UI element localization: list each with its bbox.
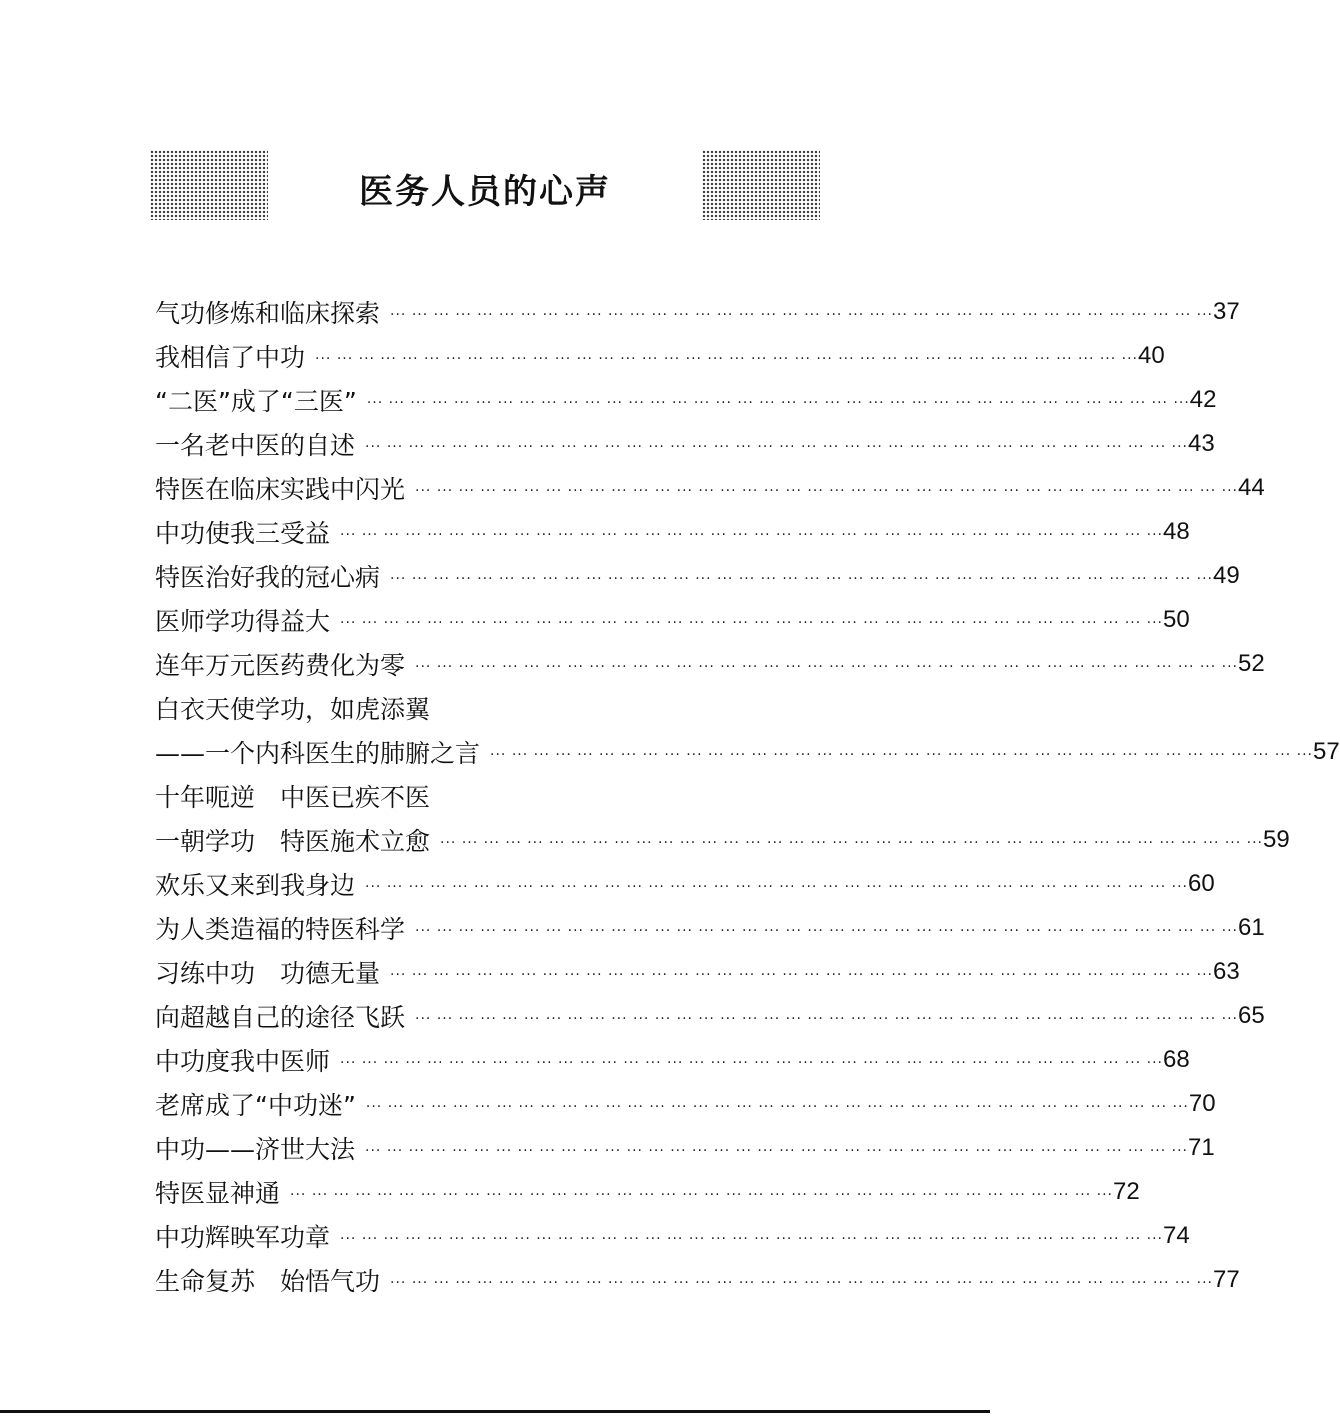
toc-leader-dots: ··· ··· ··· ··· ··· ··· ··· ··· ··· ··· ··· ··· ··· ··· ··· ··· ··· ··· ··· ··· ··· ··· ··· ··· ··· ··· ··· ··· ··· ··· ··· ··· ··· ··· ··· ··· ··· ··· <box>415 923 1238 939</box>
toc-leader-dots: ··· ··· ··· ··· ··· ··· ··· ··· ··· ··· ··· ··· ··· ··· ··· ··· ··· ··· ··· ··· ··· ··· ··· ··· ··· ··· ··· ··· ··· ··· ··· ··· ··· ··· ··· ··· ··· ··· <box>365 1143 1188 1159</box>
toc-entry-title: 生命复苏 始悟气功 <box>155 1267 381 1296</box>
toc-entry-title: 白衣天使学功，如虎添翼 <box>155 695 431 724</box>
toc-entry <box>155 686 835 730</box>
toc-entry <box>155 290 1240 334</box>
bottom-rule <box>0 1410 990 1413</box>
toc-entry-title: “二医”成了“三医” <box>155 387 357 416</box>
toc-page-number: 49 <box>1213 562 1240 589</box>
toc-entry <box>155 510 1190 554</box>
toc-entry <box>155 906 1265 950</box>
toc-entry-title: ——一个内科医生的肺腑之言 <box>155 739 481 768</box>
toc-page-number: 72 <box>1113 1178 1140 1205</box>
toc-entry <box>155 862 1215 906</box>
toc-page-number: 44 <box>1238 474 1265 501</box>
toc-page-number: 71 <box>1188 1134 1215 1161</box>
toc-entry <box>155 334 1165 378</box>
toc-leader-dots: ··· ··· ··· ··· ··· ··· ··· ··· ··· ··· ··· ··· ··· ··· ··· ··· ··· ··· ··· ··· ··· ··· ··· ··· ··· ··· ··· ··· ··· ··· ··· ··· ··· ··· ··· ··· ··· ··· <box>315 351 1138 367</box>
toc-leader-dots: ··· ··· ··· ··· ··· ··· ··· ··· ··· ··· ··· ··· ··· ··· ··· ··· ··· ··· ··· ··· ··· ··· ··· ··· ··· ··· ··· ··· ··· ··· ··· ··· ··· ··· ··· ··· ··· ··· <box>415 659 1238 675</box>
toc-leader-dots: ··· ··· ··· ··· ··· ··· ··· ··· ··· ··· ··· ··· ··· ··· ··· ··· ··· ··· ··· ··· ··· ··· ··· ··· ··· ··· ··· ··· ··· ··· ··· ··· ··· ··· ··· ··· ··· ··· <box>340 1231 1163 1247</box>
toc-leader-dots: ··· ··· ··· ··· ··· ··· ··· ··· ··· ··· ··· ··· ··· ··· ··· ··· ··· ··· ··· ··· ··· ··· ··· ··· ··· ··· ··· ··· ··· ··· ··· ··· ··· ··· ··· ··· ··· ··· <box>340 1055 1163 1071</box>
toc-leader-dots: ··· ··· ··· ··· ··· ··· ··· ··· ··· ··· ··· ··· ··· ··· ··· ··· ··· ··· ··· ··· ··· ··· ··· ··· ··· ··· ··· ··· ··· ··· ··· ··· ··· ··· ··· ··· ··· ··· <box>415 483 1238 499</box>
toc-entry-title: 气功修炼和临床探索 <box>155 299 381 328</box>
toc-entry-title: 一名老中医的自述 <box>155 431 356 460</box>
toc-page-number: 37 <box>1213 298 1240 325</box>
toc-page-number: 50 <box>1163 606 1190 633</box>
toc-entry <box>155 1258 1240 1302</box>
toc-page-number: 52 <box>1238 650 1265 677</box>
toc-page-number: 60 <box>1188 870 1215 897</box>
toc-leader-dots: ··· ··· ··· ··· ··· ··· ··· ··· ··· ··· ··· ··· ··· ··· ··· ··· ··· ··· ··· ··· ··· ··· ··· ··· ··· ··· ··· ··· ··· ··· ··· ··· ··· ··· ··· ··· ··· ··· <box>290 1187 1113 1203</box>
toc-leader-dots: ··· ··· ··· ··· ··· ··· ··· ··· ··· ··· ··· ··· ··· ··· ··· ··· ··· ··· ··· ··· ··· ··· ··· ··· ··· ··· ··· ··· ··· ··· ··· ··· ··· ··· ··· ··· ··· ··· <box>365 879 1188 895</box>
toc-entry-title: 中功使我三受益 <box>155 519 331 548</box>
toc-entry-title: 中功——济世大法 <box>155 1135 356 1164</box>
toc-entry <box>155 1170 1140 1214</box>
toc-page-number: 48 <box>1163 518 1190 545</box>
toc-entry-title: 特医显神通 <box>155 1179 281 1208</box>
toc-entry-title: 一朝学功 特医施术立愈 <box>155 827 431 856</box>
toc-entry <box>155 642 1265 686</box>
toc-page-number: 65 <box>1238 1002 1265 1029</box>
toc-entry <box>155 1038 1190 1082</box>
toc-entry-title: 中功度我中医师 <box>155 1047 331 1076</box>
toc-entry <box>155 1214 1190 1258</box>
toc-leader-dots: ··· ··· ··· ··· ··· ··· ··· ··· ··· ··· ··· ··· ··· ··· ··· ··· ··· ··· ··· ··· ··· ··· ··· ··· ··· ··· ··· ··· ··· ··· ··· ··· ··· ··· ··· ··· ··· ··· <box>390 967 1213 983</box>
toc-leader-dots: ··· ··· ··· ··· ··· ··· ··· ··· ··· ··· ··· ··· ··· ··· ··· ··· ··· ··· ··· ··· ··· ··· ··· ··· ··· ··· ··· ··· ··· ··· ··· ··· ··· ··· ··· ··· ··· ··· <box>340 615 1163 631</box>
halftone-ornament-right <box>702 150 820 220</box>
toc-entry <box>155 422 1215 466</box>
toc-leader-dots: ··· ··· ··· ··· ··· ··· ··· ··· ··· ··· ··· ··· ··· ··· ··· ··· ··· ··· ··· ··· ··· ··· ··· ··· ··· ··· ··· ··· ··· ··· ··· ··· ··· ··· ··· ··· ··· ··· <box>390 571 1213 587</box>
toc-entry <box>155 554 1240 598</box>
toc-leader-dots: ··· ··· ··· ··· ··· ··· ··· ··· ··· ··· ··· ··· ··· ··· ··· ··· ··· ··· ··· ··· ··· ··· ··· ··· ··· ··· ··· ··· ··· ··· ··· ··· ··· ··· ··· ··· ··· ··· <box>390 1275 1213 1291</box>
section-title: 医务人员的心声 <box>359 172 611 212</box>
toc-entry-title: 医师学功得益大 <box>155 607 331 636</box>
toc-page-number: 77 <box>1213 1266 1240 1293</box>
toc-leader-dots: ··· ··· ··· ··· ··· ··· ··· ··· ··· ··· ··· ··· ··· ··· ··· ··· ··· ··· ··· ··· ··· ··· ··· ··· ··· ··· ··· ··· ··· ··· ··· ··· ··· ··· ··· ··· ··· ··· <box>390 307 1213 323</box>
toc-entry-title: 向超越自己的途径飞跃 <box>155 1003 406 1032</box>
toc-entry-title: 中功辉映军功章 <box>155 1223 331 1252</box>
toc-page-number: 70 <box>1188 1090 1216 1117</box>
toc-entry-title: 特医治好我的冠心病 <box>155 563 381 592</box>
toc-entry-title: 我相信了中功 <box>155 343 306 372</box>
table-of-contents <box>155 290 1340 1302</box>
toc-entry <box>155 994 1265 1038</box>
toc-entry-title: 为人类造福的特医科学 <box>155 915 406 944</box>
toc-entry-title: 欢乐又来到我身边 <box>155 871 356 900</box>
toc-entry <box>155 730 1340 774</box>
toc-entry-title: 连年万元医药费化为零 <box>155 651 406 680</box>
toc-entry-title: 十年呃逆 中医已疾不医 <box>155 783 431 812</box>
toc-entry-title: 特医在临床实践中闪光 <box>155 475 406 504</box>
toc-leader-dots: ··· ··· ··· ··· ··· ··· ··· ··· ··· ··· ··· ··· ··· ··· ··· ··· ··· ··· ··· ··· ··· ··· ··· ··· ··· ··· ··· ··· ··· ··· ··· ··· ··· ··· ··· ··· ··· ··· <box>365 439 1188 455</box>
toc-entry <box>155 598 1190 642</box>
toc-leader-dots: ··· ··· ··· ··· ··· ··· ··· ··· ··· ··· ··· ··· ··· ··· ··· ··· ··· ··· ··· ··· ··· ··· ··· ··· ··· ··· ··· ··· ··· ··· ··· ··· ··· ··· ··· ··· ··· ··· <box>365 1099 1189 1115</box>
toc-page-number: 57 <box>1313 738 1340 765</box>
toc-leader-dots: ··· ··· ··· ··· ··· ··· ··· ··· ··· ··· ··· ··· ··· ··· ··· ··· ··· ··· ··· ··· ··· ··· ··· ··· ··· ··· ··· ··· ··· ··· ··· ··· ··· ··· ··· ··· ··· ··· <box>440 835 1263 851</box>
toc-page-number: 40 <box>1138 342 1165 369</box>
toc-entry <box>155 1082 1216 1126</box>
toc-entry <box>155 774 835 818</box>
toc-leader-dots: ··· ··· ··· ··· ··· ··· ··· ··· ··· ··· ··· ··· ··· ··· ··· ··· ··· ··· ··· ··· ··· ··· ··· ··· ··· ··· ··· ··· ··· ··· ··· ··· ··· ··· ··· ··· ··· ··· <box>415 1011 1238 1027</box>
toc-page-number: 43 <box>1188 430 1215 457</box>
toc-entry <box>155 950 1240 994</box>
toc-entry-title: 老席成了“中功迷” <box>155 1091 356 1120</box>
toc-entry <box>155 378 1217 422</box>
toc-entry <box>155 1126 1215 1170</box>
toc-page-number: 59 <box>1263 826 1290 853</box>
toc-entry <box>155 466 1265 510</box>
toc-page-number: 42 <box>1189 386 1217 413</box>
toc-leader-dots: ··· ··· ··· ··· ··· ··· ··· ··· ··· ··· ··· ··· ··· ··· ··· ··· ··· ··· ··· ··· ··· ··· ··· ··· ··· ··· ··· ··· ··· ··· ··· ··· ··· ··· ··· ··· ··· ··· <box>366 395 1190 411</box>
toc-page-number: 68 <box>1163 1046 1190 1073</box>
toc-entry-title: 习练中功 功德无量 <box>155 959 381 988</box>
section-header <box>150 150 820 222</box>
toc-page-number: 74 <box>1163 1222 1190 1249</box>
toc-leader-dots: ··· ··· ··· ··· ··· ··· ··· ··· ··· ··· ··· ··· ··· ··· ··· ··· ··· ··· ··· ··· ··· ··· ··· ··· ··· ··· ··· ··· ··· ··· ··· ··· ··· ··· ··· ··· ··· ··· <box>490 747 1313 763</box>
toc-page-number: 61 <box>1238 914 1265 941</box>
toc-leader-dots: ··· ··· ··· ··· ··· ··· ··· ··· ··· ··· ··· ··· ··· ··· ··· ··· ··· ··· ··· ··· ··· ··· ··· ··· ··· ··· ··· ··· ··· ··· ··· ··· ··· ··· ··· ··· ··· ··· <box>340 527 1163 543</box>
toc-entry <box>155 818 1290 862</box>
toc-page-number: 63 <box>1213 958 1240 985</box>
